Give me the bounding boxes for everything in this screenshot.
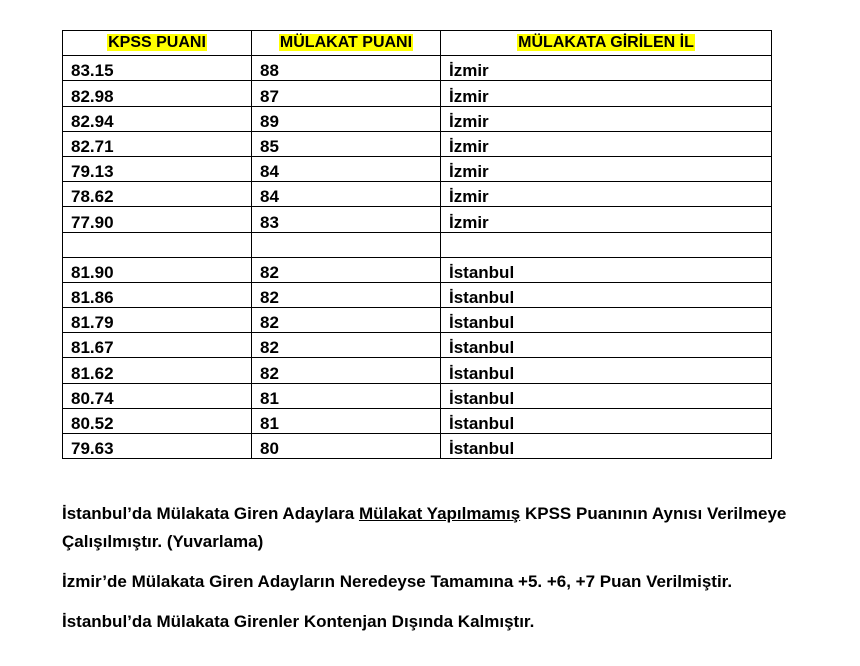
kpss-puani-cell: 81.62 (63, 358, 252, 383)
mulakat-puani-cell: 84 (252, 156, 441, 181)
table-row (63, 81, 772, 106)
header-kpss-puani (63, 31, 252, 56)
notes-section (62, 500, 822, 648)
mulakat-puani-cell: 80 (252, 434, 441, 459)
kpss-puani-cell: 79.13 (63, 156, 252, 181)
mulakat-puani-cell: 82 (252, 308, 441, 333)
il-cell: İzmir (441, 207, 772, 232)
il-cell: İstanbul (441, 358, 772, 383)
mulakat-puani-cell: 81 (252, 383, 441, 408)
table-row (63, 358, 772, 383)
kpss-puani-cell: 82.98 (63, 81, 252, 106)
table-row (63, 408, 772, 433)
mulakat-puani-cell: 82 (252, 358, 441, 383)
kpss-puani-cell: 79.63 (63, 434, 252, 459)
table-row (63, 383, 772, 408)
kpss-puani-cell: 82.94 (63, 106, 252, 131)
note1-text-after: KPSS Puanının Aynısı Verilmeye Çalışılmıştır. (Yuvarlama) (62, 504, 787, 551)
il-cell: İzmir (441, 81, 772, 106)
mulakat-puani-cell: 84 (252, 182, 441, 207)
kpss-puani-cell: 81.86 (63, 282, 252, 307)
il-cell: İzmir (441, 156, 772, 181)
mulakat-puani-cell: 87 (252, 81, 441, 106)
note-izmir-bonus: İzmir’de Mülakata Giren Adayların Neredeyse Tamamına +5. +6, +7 Puan Verilmiştir. (62, 572, 733, 591)
note-istanbul-rounding (62, 500, 822, 556)
il-cell: İstanbul (441, 434, 772, 459)
il-cell (441, 232, 772, 257)
il-cell: İstanbul (441, 257, 772, 282)
il-cell: İstanbul (441, 408, 772, 433)
score-table (62, 30, 772, 459)
header-mulakat-puani-label: MÜLAKAT PUANI (279, 34, 413, 52)
kpss-puani-cell: 81.90 (63, 257, 252, 282)
table-row (63, 56, 772, 81)
kpss-puani-cell: 78.62 (63, 182, 252, 207)
mulakat-puani-cell: 82 (252, 257, 441, 282)
header-mulakata-girilen-il (441, 31, 772, 56)
table-row (63, 106, 772, 131)
il-cell: İzmir (441, 56, 772, 81)
kpss-puani-cell: 82.71 (63, 131, 252, 156)
il-cell: İzmir (441, 106, 772, 131)
table-row (63, 282, 772, 307)
table-body (63, 56, 772, 459)
il-cell: İstanbul (441, 383, 772, 408)
table-row (63, 232, 772, 257)
mulakat-puani-cell: 82 (252, 333, 441, 358)
table-row (63, 257, 772, 282)
table-row (63, 131, 772, 156)
table-row (63, 333, 772, 358)
kpss-puani-cell (63, 232, 252, 257)
table-row (63, 308, 772, 333)
kpss-puani-cell: 83.15 (63, 56, 252, 81)
table-row (63, 434, 772, 459)
mulakat-puani-cell: 83 (252, 207, 441, 232)
mulakat-puani-cell: 81 (252, 408, 441, 433)
mulakat-puani-cell (252, 232, 441, 257)
header-mulakat-puani (252, 31, 441, 56)
il-cell: İzmir (441, 182, 772, 207)
kpss-puani-cell: 80.74 (63, 383, 252, 408)
note1-text-before: İstanbul’da Mülakata Giren Adaylara (62, 504, 359, 523)
table-row (63, 156, 772, 181)
il-cell: İstanbul (441, 333, 772, 358)
mulakat-puani-cell: 88 (252, 56, 441, 81)
kpss-puani-cell: 81.79 (63, 308, 252, 333)
table-header-row (63, 31, 772, 56)
kpss-puani-cell: 77.90 (63, 207, 252, 232)
il-cell: İzmir (441, 131, 772, 156)
mulakat-puani-cell: 85 (252, 131, 441, 156)
mulakat-puani-cell: 82 (252, 282, 441, 307)
kpss-puani-cell: 81.67 (63, 333, 252, 358)
il-cell: İstanbul (441, 282, 772, 307)
header-kpss-puani-label: KPSS PUANI (108, 34, 206, 52)
il-cell: İstanbul (441, 308, 772, 333)
table-row (63, 182, 772, 207)
kpss-puani-cell: 80.52 (63, 408, 252, 433)
note1-underlined-text: Mülakat Yapılmamış (358, 504, 521, 523)
table-row (63, 207, 772, 232)
mulakat-puani-cell: 89 (252, 106, 441, 131)
note-istanbul-quota: İstanbul’da Mülakata Girenler Kontenjan Dışında Kalmıştır. (62, 612, 535, 631)
header-mulakata-girilen-il-label: MÜLAKATA GİRİLEN İL (518, 34, 694, 52)
